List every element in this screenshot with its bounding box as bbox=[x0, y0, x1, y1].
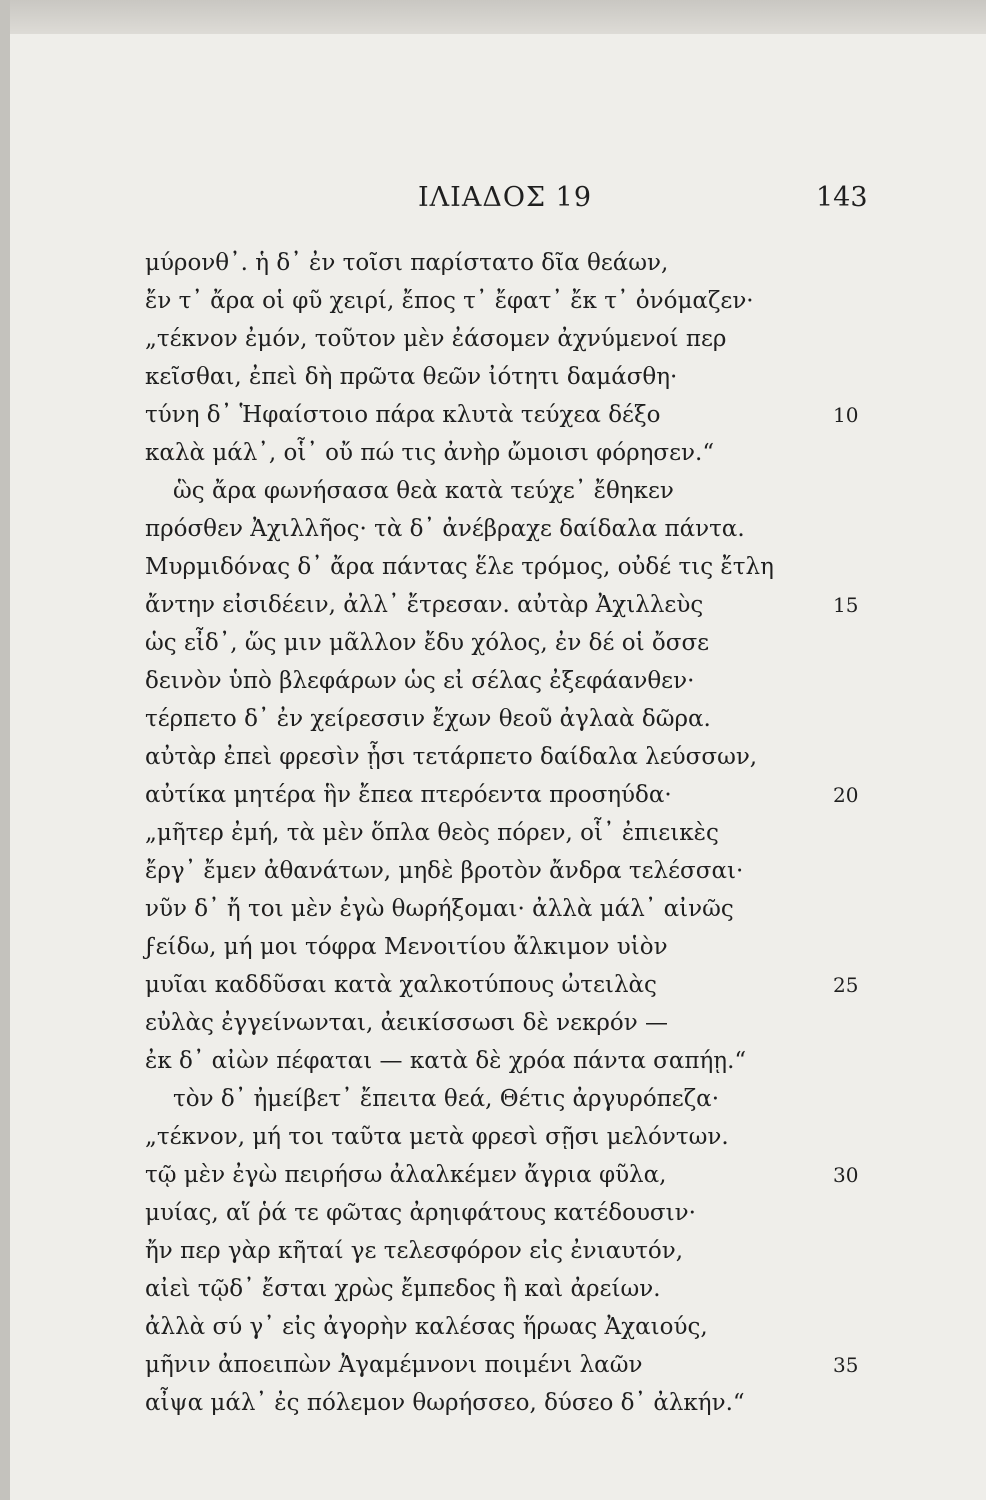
verse-text: „τέκνον ἐμόν, τοῦτον μὲν ἐάσομεν ἀχνύμενοί περ bbox=[145, 326, 727, 352]
verse-line bbox=[145, 244, 905, 282]
verse-line bbox=[145, 1042, 905, 1080]
verse-text: ὡς εἶδ᾽, ὥς μιν μᾶλλον ἔδυ χόλος, ἐν δέ οἱ ὄσσε bbox=[145, 630, 710, 656]
verse-text: ἄντην εἰσιδέειν, ἀλλ᾽ ἔτρεσαν. αὐτὰρ Ἀχιλλεὺς bbox=[145, 592, 704, 618]
verse-text: αὐτὰρ ἐπεὶ φρεσὶν ᾗσι τετάρπετο δαίδαλα λεύσσων, bbox=[145, 744, 758, 770]
verse-text: τῷ μὲν ἐγὼ πειρήσω ἀλαλκέμεν ἄγρια φῦλα, bbox=[145, 1162, 667, 1188]
verse-line bbox=[145, 1004, 905, 1042]
verse-text: τύνη δ᾽ Ἡφαίστοιο πάρα κλυτὰ τεύχεα δέξο bbox=[145, 402, 661, 428]
verse-text: αἶψα μάλ᾽ ἐς πόλεμον θωρήσσεο, δύσεο δ᾽ ἀλκήν.“ bbox=[145, 1390, 745, 1416]
line-number: 25 bbox=[833, 973, 859, 997]
verse-line bbox=[145, 928, 905, 966]
verse-line bbox=[145, 966, 905, 1004]
verse-line bbox=[145, 814, 905, 852]
verse-line bbox=[145, 586, 905, 624]
line-number: 15 bbox=[833, 593, 859, 617]
verse-line bbox=[145, 852, 905, 890]
verse-text: ϝείδω, μή μοι τόφρα Μενοιτίου ἄλκιμον υἱὸν bbox=[145, 934, 668, 960]
line-number: 10 bbox=[833, 403, 859, 427]
verse-line bbox=[145, 396, 905, 434]
verse-line bbox=[145, 624, 905, 662]
verse-line bbox=[145, 510, 905, 548]
line-number: 35 bbox=[833, 1353, 859, 1377]
page-header bbox=[10, 182, 986, 222]
verse-text: ἀλλὰ σύ γ᾽ εἰς ἀγορὴν καλέσας ἥρωας Ἀχαιούς, bbox=[145, 1314, 708, 1340]
verse-text: αἰεὶ τῷδ᾽ ἔσται χρὼς ἔμπεδος ἢ καὶ ἀρείων. bbox=[145, 1276, 661, 1302]
verse-text: εὐλὰς ἐγγείνωνται, ἀεικίσσωσι δὲ νεκρόν — bbox=[145, 1010, 669, 1036]
scan-left-edge bbox=[0, 0, 10, 1500]
verse-text: καλὰ μάλ᾽, οἷ᾽ οὔ πώ τις ἀνὴρ ὤμοισι φόρησεν.“ bbox=[145, 440, 715, 466]
verse-text: μῆνιν ἀποειπὼν Ἀγαμέμνονι ποιμένι λαῶν bbox=[145, 1352, 643, 1378]
verse-text: ἔν τ᾽ ἄρα οἱ φῦ χειρί, ἔπος τ᾽ ἔφατ᾽ ἔκ τ᾽ ὀνόμαζεν· bbox=[145, 288, 754, 314]
verse-text: Μυρμιδόνας δ᾽ ἄρα πάντας ἕλε τρόμος, οὐδέ τις ἔτλη bbox=[145, 554, 774, 580]
book-page bbox=[10, 34, 986, 1500]
verse-text: ἐκ δ᾽ αἰὼν πέφαται — κατὰ δὲ χρόα πάντα σαπήῃ.“ bbox=[145, 1048, 747, 1074]
verse-line bbox=[145, 1156, 905, 1194]
verse-text: αὐτίκα μητέρα ἣν ἔπεα πτερόεντα προσηύδα· bbox=[145, 782, 672, 808]
verse-line bbox=[145, 472, 905, 510]
verse-text: μυίας, αἵ ῥά τε φῶτας ἀρηιφάτους κατέδουσιν· bbox=[145, 1200, 696, 1226]
verse-line bbox=[145, 738, 905, 776]
verse-line bbox=[145, 1118, 905, 1156]
verse-line bbox=[145, 890, 905, 928]
verse-line bbox=[145, 1384, 905, 1422]
verse-text: τὸν δ᾽ ἠμείβετ᾽ ἔπειτα θεά, Θέτις ἀργυρόπεζα· bbox=[173, 1086, 720, 1112]
verse-line bbox=[145, 1232, 905, 1270]
verse-line bbox=[145, 434, 905, 472]
verse-text: „μῆτερ ἐμή, τὰ μὲν ὅπλα θεὸς πόρεν, οἷ᾽ ἐπιεικὲς bbox=[145, 820, 719, 846]
line-number: 20 bbox=[833, 783, 859, 807]
verse-text-block bbox=[145, 244, 905, 1422]
verse-line bbox=[145, 282, 905, 320]
verse-line bbox=[145, 1346, 905, 1384]
verse-line bbox=[145, 776, 905, 814]
verse-line bbox=[145, 1194, 905, 1232]
verse-line bbox=[145, 1270, 905, 1308]
verse-text: μυῖαι καδδῦσαι κατὰ χαλκοτύπους ὠτειλὰς bbox=[145, 972, 657, 998]
verse-text: κεῖσθαι, ἐπεὶ δὴ πρῶτα θεῶν ἰότητι δαμάσθη· bbox=[145, 364, 678, 390]
verse-line bbox=[145, 320, 905, 358]
verse-text: δεινὸν ὑπὸ βλεφάρων ὡς εἰ σέλας ἐξεφάανθεν· bbox=[145, 668, 695, 694]
verse-text: τέρπετο δ᾽ ἐν χείρεσσιν ἔχων θεοῦ ἀγλαὰ δῶρα. bbox=[145, 706, 711, 732]
verse-line bbox=[145, 700, 905, 738]
verse-line bbox=[145, 548, 905, 586]
verse-text: „τέκνον, μή τοι ταῦτα μετὰ φρεσὶ σῇσι μελόντων. bbox=[145, 1124, 729, 1150]
verse-text: ὣς ἄρα φωνήσασα θεὰ κατὰ τεύχε᾽ ἔθηκεν bbox=[173, 478, 674, 504]
line-number: 30 bbox=[833, 1163, 859, 1187]
verse-text: μύρονθ᾽. ἡ δ᾽ ἐν τοῖσι παρίστατο δῖα θεάων, bbox=[145, 250, 669, 276]
page-number: 143 bbox=[816, 182, 868, 213]
verse-line bbox=[145, 1308, 905, 1346]
running-head: ΙΛΙΑΔΟΣ 19 bbox=[418, 182, 592, 213]
verse-text: ἤν περ γὰρ κῆταί γε τελεσφόρον εἰς ἐνιαυτόν, bbox=[145, 1238, 684, 1264]
verse-line bbox=[145, 1080, 905, 1118]
verse-text: νῦν δ᾽ ἤ τοι μὲν ἐγὼ θωρήξομαι· ἀλλὰ μάλ᾽ αἰνῶς bbox=[145, 896, 734, 922]
verse-line bbox=[145, 358, 905, 396]
verse-line bbox=[145, 662, 905, 700]
verse-text: πρόσθεν Ἀχιλλῆος· τὰ δ᾽ ἀνέβραχε δαίδαλα πάντα. bbox=[145, 516, 745, 542]
verse-text: ἔργ᾽ ἔμεν ἀθανάτων, μηδὲ βροτὸν ἄνδρα τελέσσαι· bbox=[145, 858, 744, 884]
